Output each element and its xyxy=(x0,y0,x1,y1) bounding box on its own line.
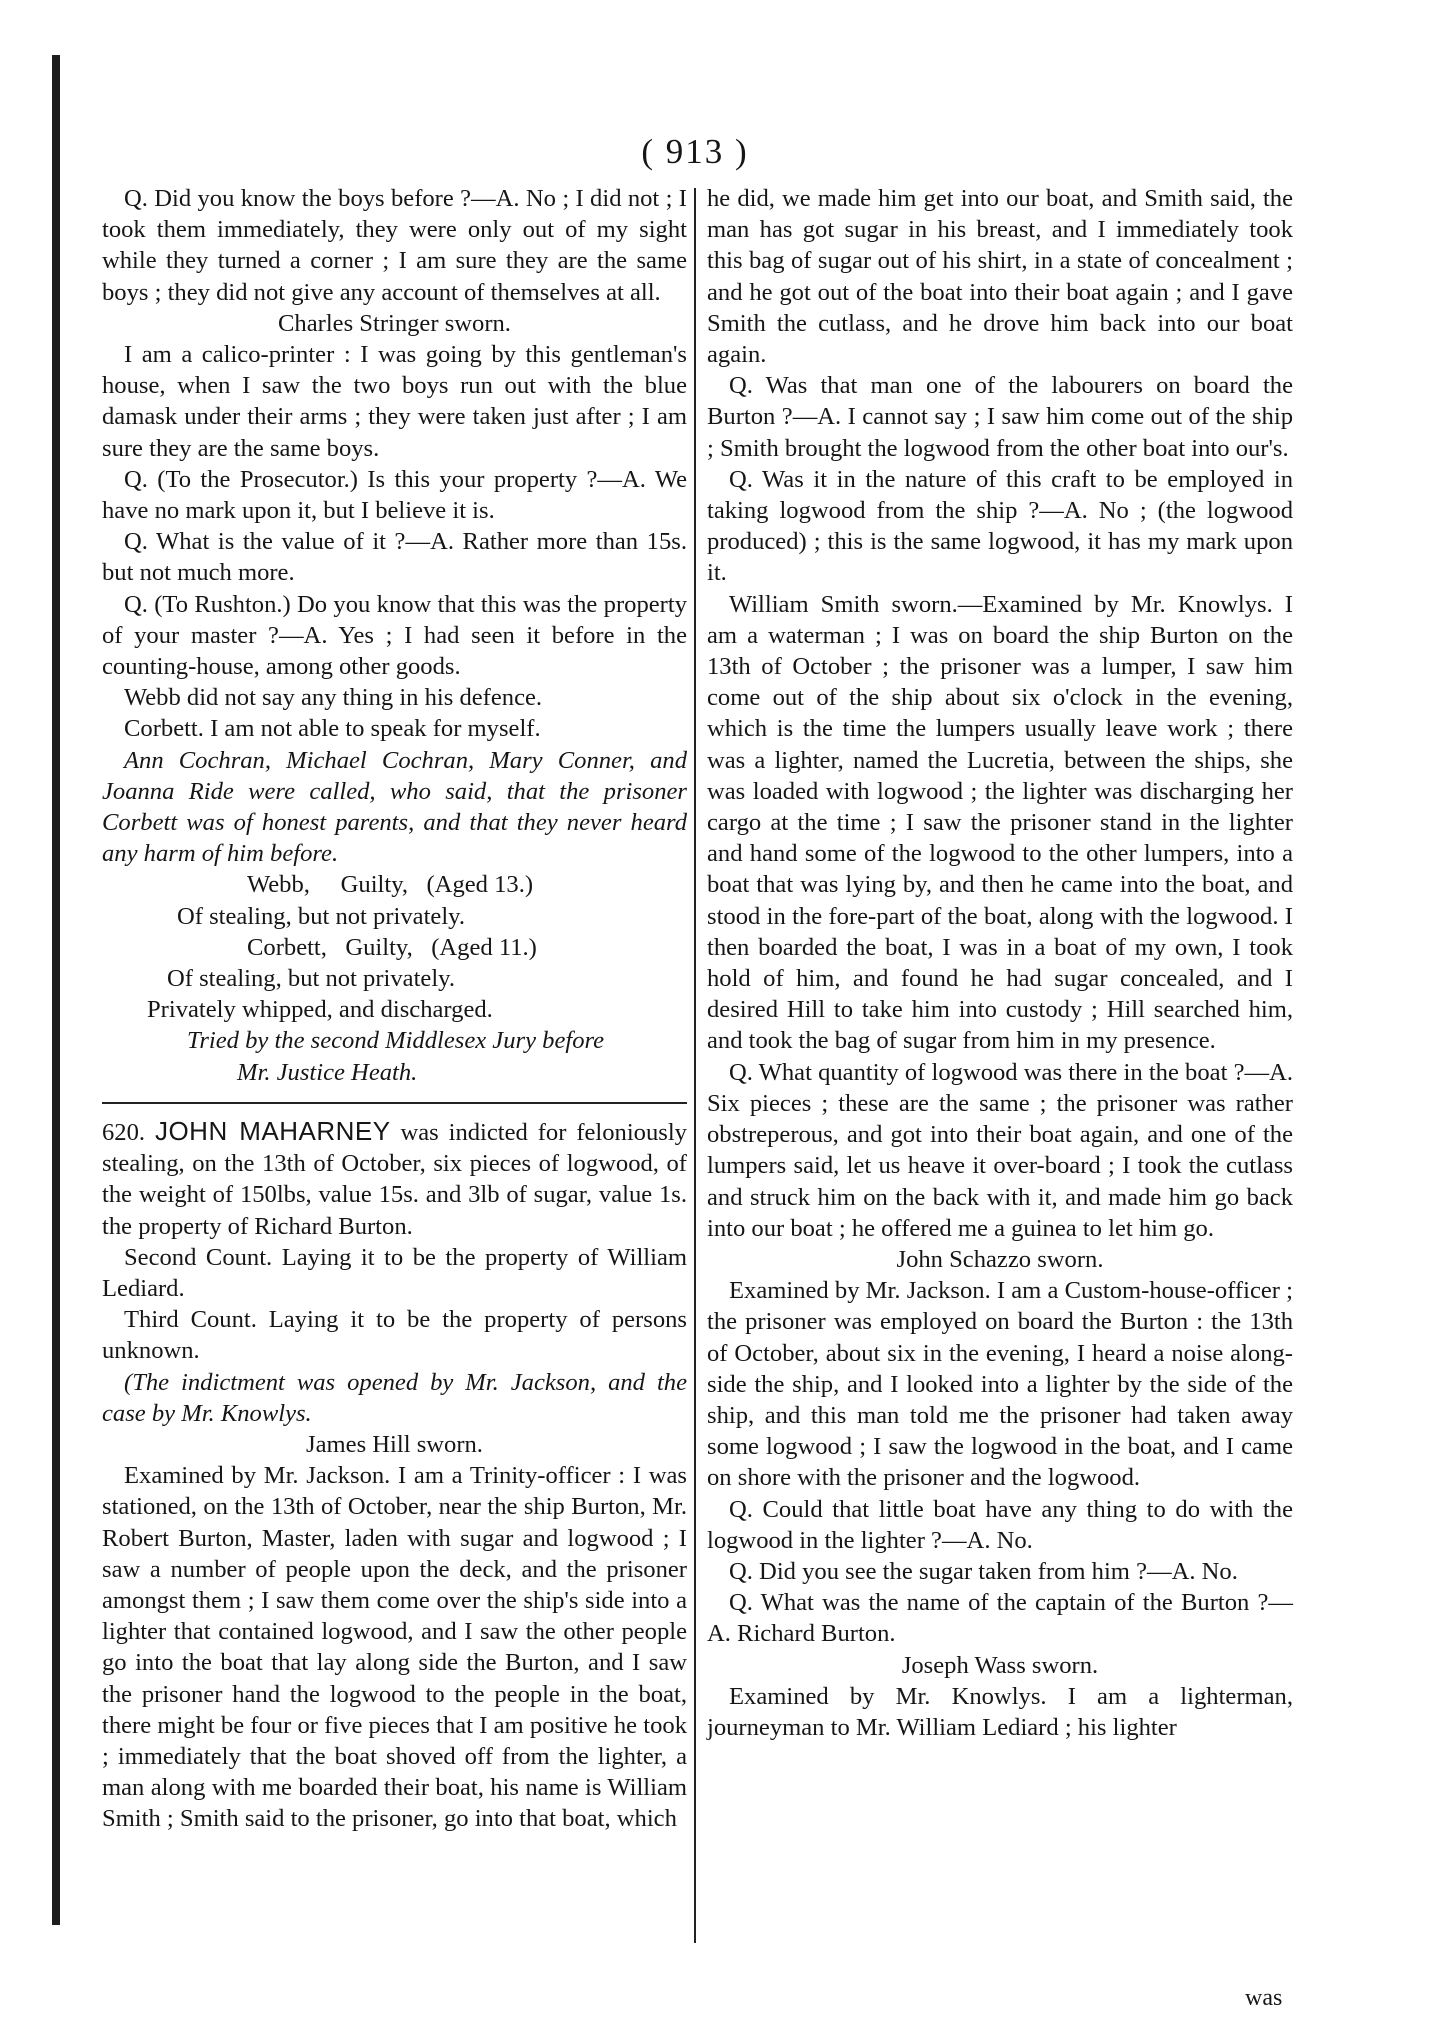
verdict-line: Corbett, Guilty, (Aged 11.) xyxy=(247,933,537,961)
page-number: ( 913 ) xyxy=(641,132,749,171)
paragraph: (The indictment was opened by Mr. Jackson, and the case by Mr. Knowlys. xyxy=(102,1368,687,1427)
paragraph: Q. What is the value of it ?—A. Rather more than 15s. but not much more. xyxy=(102,528,687,587)
paragraph: Q. What quantity of logwood was there in the boat ?—A. Six pieces ; these are the same ; the prisoner was rather obstreperous, and got into their boat again, and one of the lumpers said, let us heave it over-board ; I took the cutlass and struck him on the back with it, and made him go back into our boat ; he offered me a guinea to let him go. xyxy=(707,1058,1293,1242)
paragraph: Q. Did you know the boys before ?—A. No ; I did not ; I took them immediately, they were only out of my sight while they turned a corner ; I am sure they are the same boys ; they did not give any account of themselves at all. xyxy=(102,185,687,306)
case-divider xyxy=(102,1102,687,1104)
paragraph: Q. Did you see the sugar taken from him ?—A. No. xyxy=(729,1557,1238,1585)
left-column xyxy=(102,183,687,1835)
catchword: was xyxy=(1245,1985,1283,2011)
sentence-line: Privately whipped, and discharged. xyxy=(147,996,493,1024)
case-number: 620. xyxy=(102,1118,146,1146)
verdict-line: Of stealing, but not privately. xyxy=(177,902,466,930)
paragraph: Corbett. I am not able to speak for myself. xyxy=(124,715,541,743)
paragraph: Q. Was that man one of the labourers on board the Burton ?—A. I cannot say ; I saw him come out of the ship ; Smith brought the logwood from the other boat into our's. xyxy=(707,372,1293,462)
paragraph: I am a calico-printer : I was going by this gentleman's house, when I saw the two boys run out with the blue damask under their arms ; they were taken just after ; I am sure they are the same boys. xyxy=(102,341,687,462)
paragraph: Examined by Mr. Jackson. I am a Custom-house-officer ; the prisoner was employed on board the Burton : the 13th of October, about six in the evening, I heard a noise along-side the ship, and I looked into a lighter by the side of the ship, and this man told me the prisoner had taken away some logwood ; I saw the logwood in the boat, and I came on shore with the prisoner and the logwood. xyxy=(707,1277,1293,1492)
witness-heading: Charles Stringer sworn. xyxy=(278,309,511,337)
paragraph: Q. Could that little boat have any thing to do with the logwood in the lighter ?—A. No. xyxy=(707,1495,1293,1554)
case-heading xyxy=(102,1116,687,1242)
paragraph: he did, we made him get into our boat, and Smith said, the man has got sugar in his breast, and I immediately took this bag of sugar out of his shirt, in a state of concealment ; and he got out of the boat into their boat again ; and I gave Smith the cutlass, and he drove him back into our boat again. xyxy=(707,185,1293,369)
paragraph: Examined by Mr. Jackson. I am a Trinity-officer : I was stationed, on the 13th of October, near the ship Burton, Mr. Robert Burton, Master, laden with sugar and logwood ; I saw a number of people upon the deck, and the prisoner amongst them ; I saw them come over the ship's side into a lighter that contained logwood, and I saw the other people go into the boat that lay along side the Burton, and I saw the prisoner hand the logwood to the people in the boat, there might be four or five pieces that I am positive he took ; immediately that the boat shoved off from the lighter, a man along with me boarded their boat, his name is William Smith ; Smith said to the prisoner, go into that boat, which xyxy=(102,1462,687,1833)
paragraph: Examined by Mr. Knowlys. I am a lighterman, journeyman to Mr. William Lediard ; his lighter xyxy=(707,1682,1293,1741)
paragraph: Q. (To the Prosecutor.) Is this your property ?—A. We have no mark upon it, but I believe it is. xyxy=(102,465,687,525)
verdict-line: Of stealing, but not privately. xyxy=(167,965,456,993)
column-divider xyxy=(694,188,696,1943)
character-witnesses: Ann Cochran, Michael Cochran, Mary Conner, and Joanna Ride were called, who said, that the prisoner Corbett was of honest parents, and that they never heard any harm of him before. xyxy=(102,746,687,868)
jury-line: Tried by the second Middlesex Jury before xyxy=(187,1027,605,1055)
indictment-text: was indicted for feloniously stealing, on the 13th of October, six pieces of logwood, of the weight of 150lbs, value 15s. and 3lb of sugar, value 1s. the property of Richard Burton. xyxy=(102,1118,687,1240)
defendant-name: JOHN MAHARNEY xyxy=(154,1115,391,1146)
paragraph: Webb did not say any thing in his defence. xyxy=(124,684,543,712)
judge-line: Mr. Justice Heath. xyxy=(237,1058,418,1086)
paragraph: William Smith sworn.—Examined by Mr. Knowlys. I am a waterman ; I was on board the ship Burton on the 13th of October ; the prisoner was a lumper, I saw him come out of the ship about six o'clock in the evening, which is the time the lumpers usually leave work ; there was a lighter, named the Lucretia, between the ships, she was loaded with logwood ; the lighter was discharging her cargo at the time ; I saw the prisoner stand in the lighter and hand some of the logwood to the other lumpers, into a boat that was lying by, and then he came into the boat, and stood in the fore-part of the boat, along with the logwood. I then boarded the boat, I was in a boat of my own, I took hold of him, and found he had sugar concealed, and I desired Hill to take him into custody ; Hill searched him, and took the bag of sugar from him in my presence. xyxy=(707,590,1293,1055)
paragraph: Third Count. Laying it to be the property of persons unknown. xyxy=(102,1306,687,1365)
witness-heading: James Hill sworn. xyxy=(306,1430,483,1458)
paragraph: Q. Was it in the nature of this craft to be employed in taking logwood from the ship ?—A. No ; (the logwood produced) ; this is the same logwood, it has my mark upon it. xyxy=(707,465,1293,587)
paragraph: Q. (To Rushton.) Do you know that this was the property of your master ?—A. Yes ; I had seen it before in the counting-house, among other goods. xyxy=(102,590,687,681)
verdict-line: Webb, Guilty, (Aged 13.) xyxy=(247,871,534,899)
witness-heading: John Schazzo sworn. xyxy=(896,1245,1104,1273)
paragraph: Q. What was the name of the captain of the Burton ?—A. Richard Burton. xyxy=(707,1589,1293,1648)
paragraph: Second Count. Laying it to be the property of William Lediard. xyxy=(102,1243,687,1302)
page-edge-bar xyxy=(52,55,60,1925)
witness-heading: Joseph Wass sworn. xyxy=(901,1651,1099,1679)
right-column xyxy=(707,183,1293,1743)
